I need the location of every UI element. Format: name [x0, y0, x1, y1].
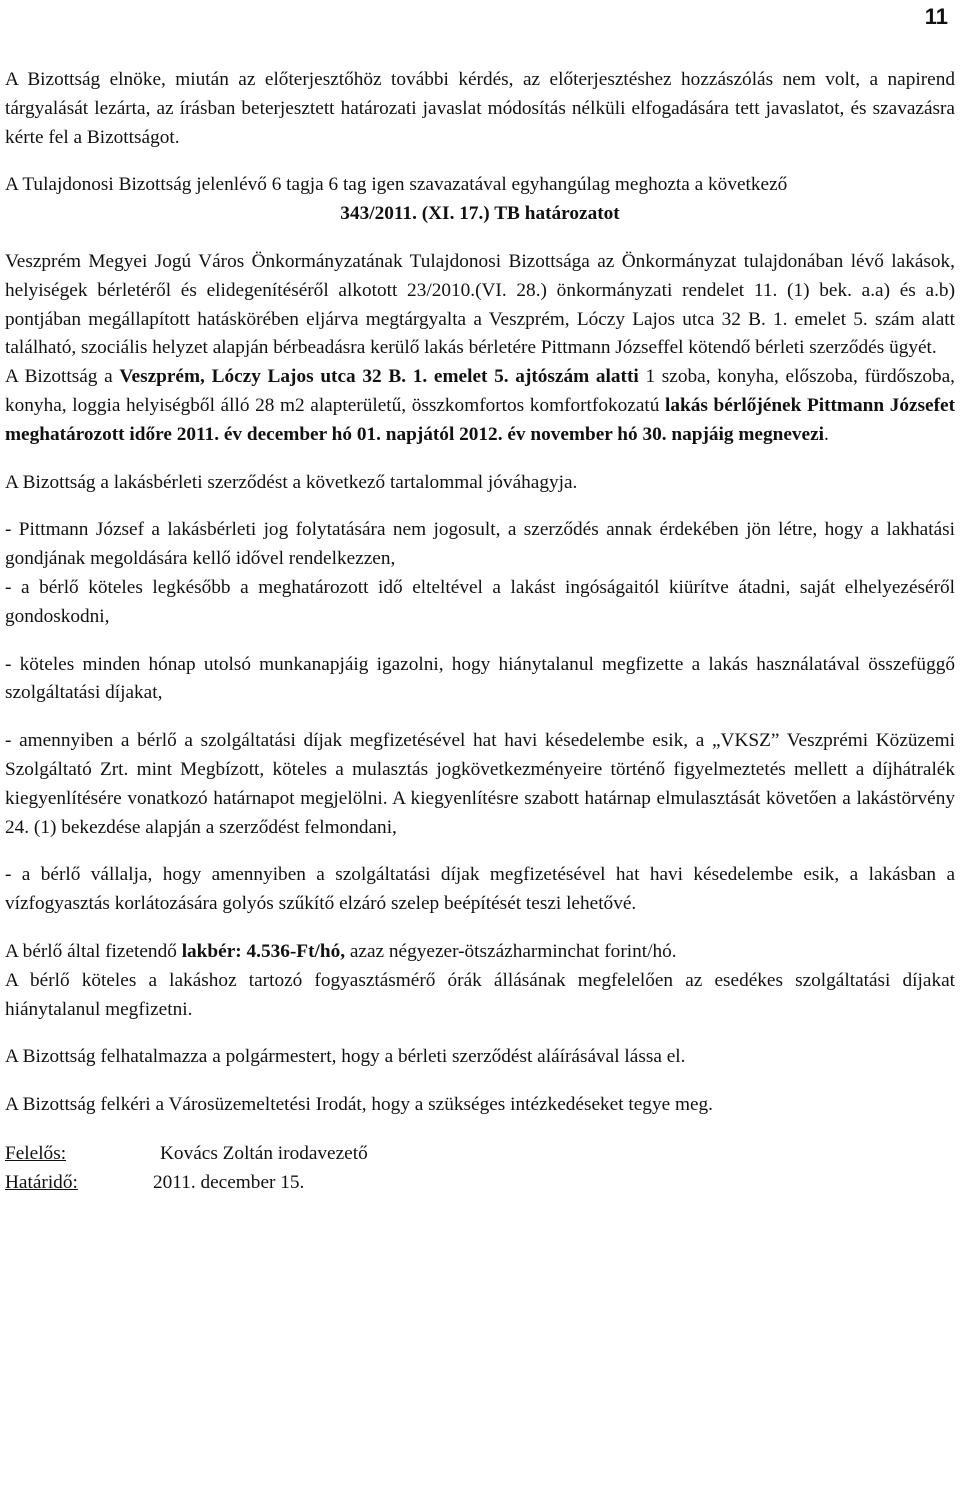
deadline-value: 2011. december 15.: [153, 1171, 305, 1193]
list-item-condition-2: - a bérlő köteles legkésőbb a meghatározott idő elteltével a lakást ingóságaitól kiürítve átadni, saját elhelyezéséről gondoskodni,: [5, 576, 955, 627]
footer-block: [5, 1139, 955, 1197]
list-item-condition-3: - köteles minden hónap utolsó munkanapjáig igazolni, hogy hiánytalanul megfizette a lakás használatával összefüggő szolgáltatási díjakat,: [5, 653, 955, 704]
paragraph-approval: A Bizottság a lakásbérleti szerződést a következő tartalommal jóváhagyja.: [5, 471, 578, 493]
paragraph-lease-designation: A Bizottság a Veszprém, Lóczy Lajos utca 32 B. 1. emelet 5. ajtószám alatti 1 szoba, konyha, előszoba, fürdőszoba, konyha, loggia helyiségből álló 28 m2 alapterületű, összkomfortos komfortfokozatú lakás bérlőjének Pittmann Józsefet meghatározott időre 2011. év december hó 01. napjától 2012. év november hó 30. napjáig megnevezi.: [5, 366, 956, 445]
paragraph-office-request: A Bizottság felkéri a Városüzemeltetési Irodát, hogy a szükséges intézkedéseket tegye meg.: [5, 1094, 713, 1116]
resolution-title: 343/2011. (XI. 17.) TB határozatot: [340, 203, 620, 225]
paragraph-mayor-authorization: A Bizottság felhatalmazza a polgármestert, hogy a bérleti szerződést aláírásával lássa el.: [5, 1046, 686, 1068]
paragraph-intro: A Bizottság elnöke, miután az előterjesztőhöz további kérdés, az előterjesztéshez hozzászólás nem volt, a napirend tárgyalását lezárta, az írásban beterjesztett határozati javaslat módosítás nélküli elfogadására tett javaslatot, és szavazásra kérte fel a Bizottságot.: [5, 69, 955, 148]
responsible-value: Kovács Zoltán irodavezető: [160, 1142, 368, 1164]
responsible-row: [5, 1139, 955, 1168]
responsible-label: Felelős:: [5, 1142, 67, 1164]
list-item-condition-4: - amennyiben a bérlő a szolgáltatási díjak megfizetésével hat havi késedelembe esik, a „VKSZ” Veszprémi Közüzemi Szolgáltató Zrt. mint Megbízott, köteles a mulasztás jogkövetkezményeire történő figyelmeztetés mellett a díjhátralék kiegyenlítésére vonatkozó határnapot megjelölni. A kiegyenlítésre szabott határnap elmulasztását követően a lakástörvény 24. (1) bekezdése alapján a szerződést felmondani,: [5, 730, 955, 838]
page-number: 11: [924, 4, 948, 29]
paragraph-rent: A bérlő által fizetendő lakbér: 4.536-Ft/hó, azaz négyezer-ötszázharminchat forint/hó.: [5, 940, 677, 962]
list-item-condition-1: - Pittmann József a lakásbérleti jog folytatására nem jogosult, a szerződés annak érdekében jön létre, hogy a lakhatási gondjának megoldására kellő idővel rendelkezzen,: [5, 519, 955, 570]
list-item-condition-5: - a bérlő vállalja, hogy amennyiben a szolgáltatási díjak megfizetésével hat havi késedelembe esik, a lakásban a vízfogyasztás korlátozására golyós szűkítő elzáró szelep beépítését teszi lehetővé.: [5, 864, 955, 915]
deadline-label: Határidő:: [5, 1171, 78, 1193]
paragraph-meter-fees: A bérlő köteles a lakáshoz tartozó fogyasztásmérő órák állásának megfelelően az esedékes szolgáltatási díjakat hiánytalanul megfizetni.: [5, 969, 955, 1020]
paragraph-committee-decision: Veszprém Megyei Jogú Város Önkormányzatának Tulajdonosi Bizottsága az Önkormányzat tulajdonában lévő lakások, helyiségek bérletéről és elidegenítéséről alkotott 23/2010.(VI. 28.) önkormányzati rendelet 11. (1) bek. a.a) és a.b) pontjában megállapított hatáskörében eljárva megtárgyalta a Veszprém, Lóczy Lajos utca 32 B. 1. emelet 5. szám alatt található, szociális helyzet alapján bérbeadásra kerülő lakás bérletére Pittmann Józseffel kötendő bérleti szerződés ügyét.: [5, 250, 955, 359]
deadline-row: [5, 1168, 955, 1197]
document-body: [5, 66, 955, 1197]
paragraph-vote: A Tulajdonosi Bizottság jelenlévő 6 tagja 6 tag igen szavazatával egyhangúlag meghozta a következő: [5, 174, 788, 196]
